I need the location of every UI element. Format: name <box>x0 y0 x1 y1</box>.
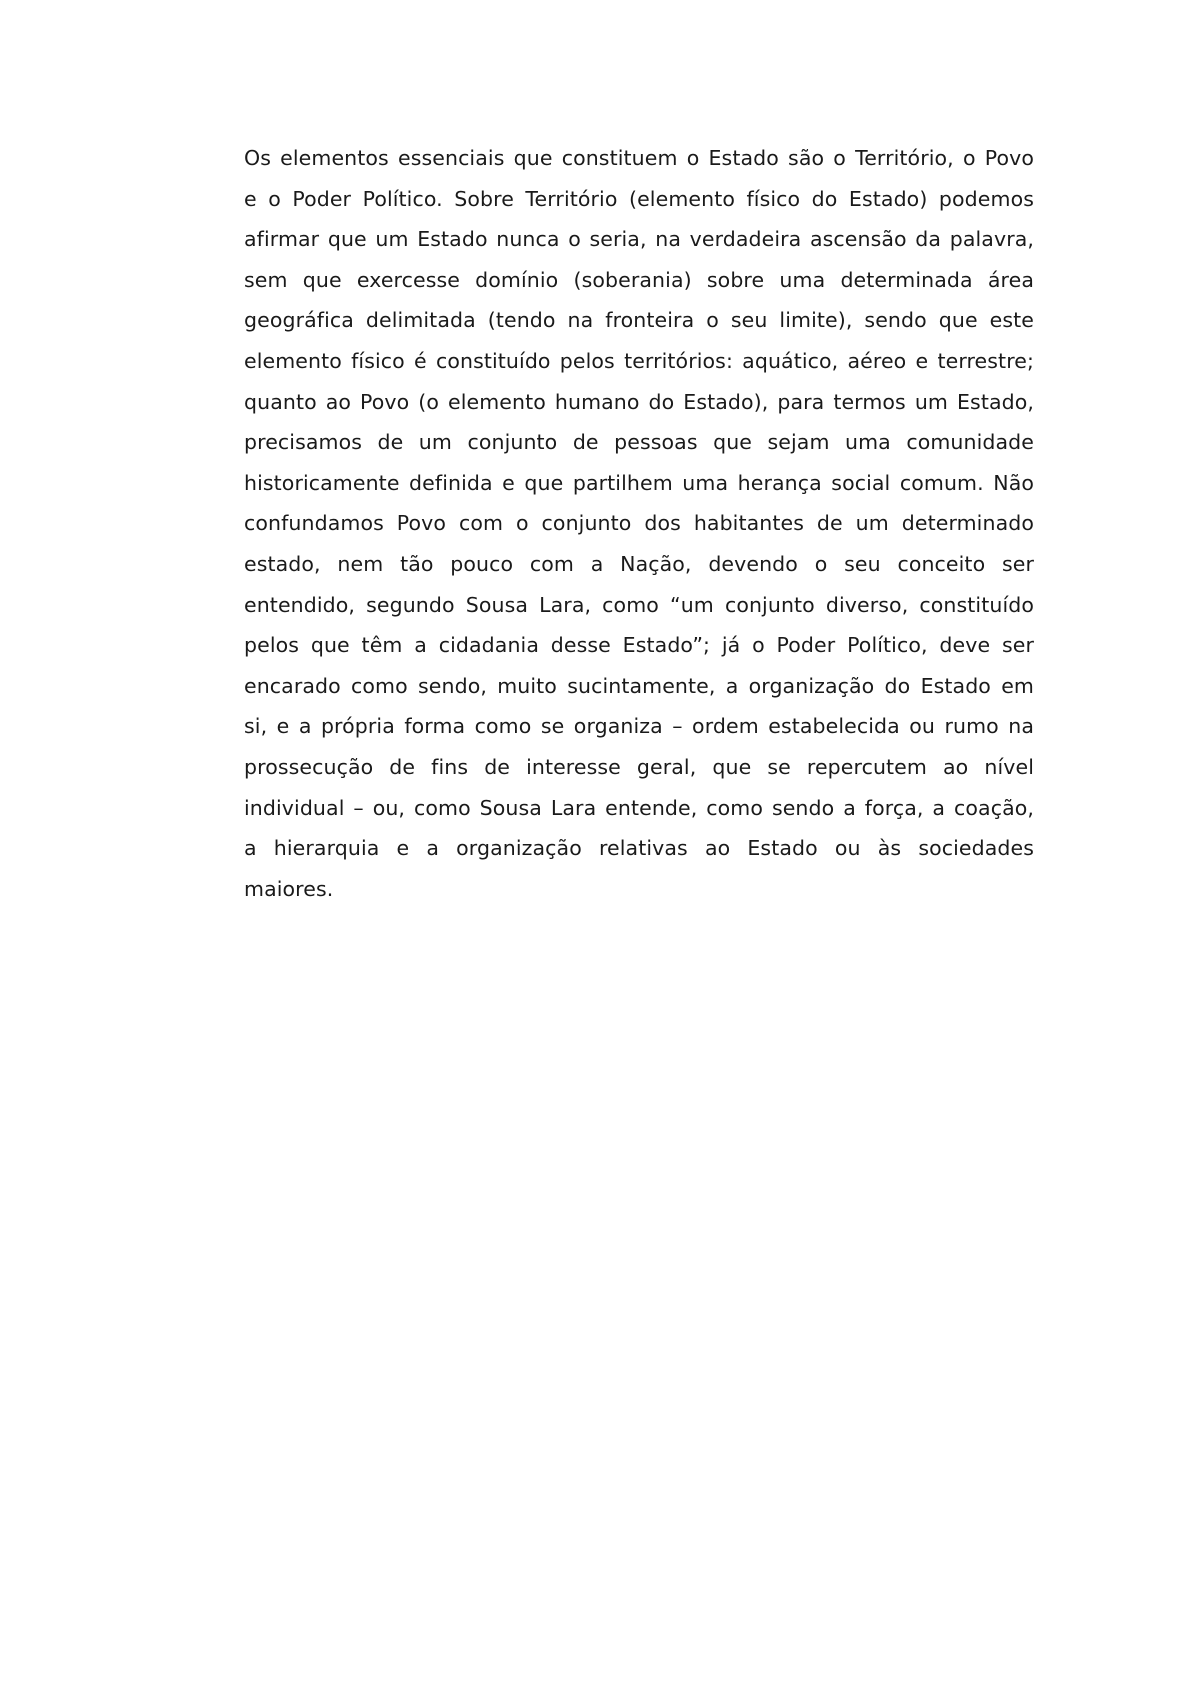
body-paragraph: Os elementos essenciais que constituem o Estado são o Território, o Povo e o Poder Político. Sobre Território (elemento físico do Estado) podemos afirmar que um Estado nunca o seria, na verdadeira ascensão da palavra, sem que exercesse domínio (soberania) sobre uma determinada área geográfica delimitada (tendo na fronteira o seu limite), sendo que este elemento físico é constituído pelos territórios: aquático, aéreo e terrestre; quanto ao Povo (o elemento humano do Estado), para termos um Estado, precisamos de um conjunto de pessoas que sejam uma comunidade historicamente definida e que partilhem uma herança social comum. Não confundamos Povo com o conjunto dos habitantes de um determinado estado, nem tão pouco com a Nação, devendo o seu conceito ser entendido, segundo Sousa Lara, como “um conjunto diverso, constituído pelos que têm a cidadania desse Estado”; já o Poder Político, deve ser encarado como sendo, muito sucintamente, a organização do Estado em si, e a própria forma como se organiza – ordem estabelecida ou rumo na prossecução de fins de interesse geral, que se repercutem ao nível individual – ou, como Sousa Lara entende, como sendo a força, a coação, a hierarquia e a organização relativas ao Estado ou às sociedades maiores. <box>244 146 1034 901</box>
